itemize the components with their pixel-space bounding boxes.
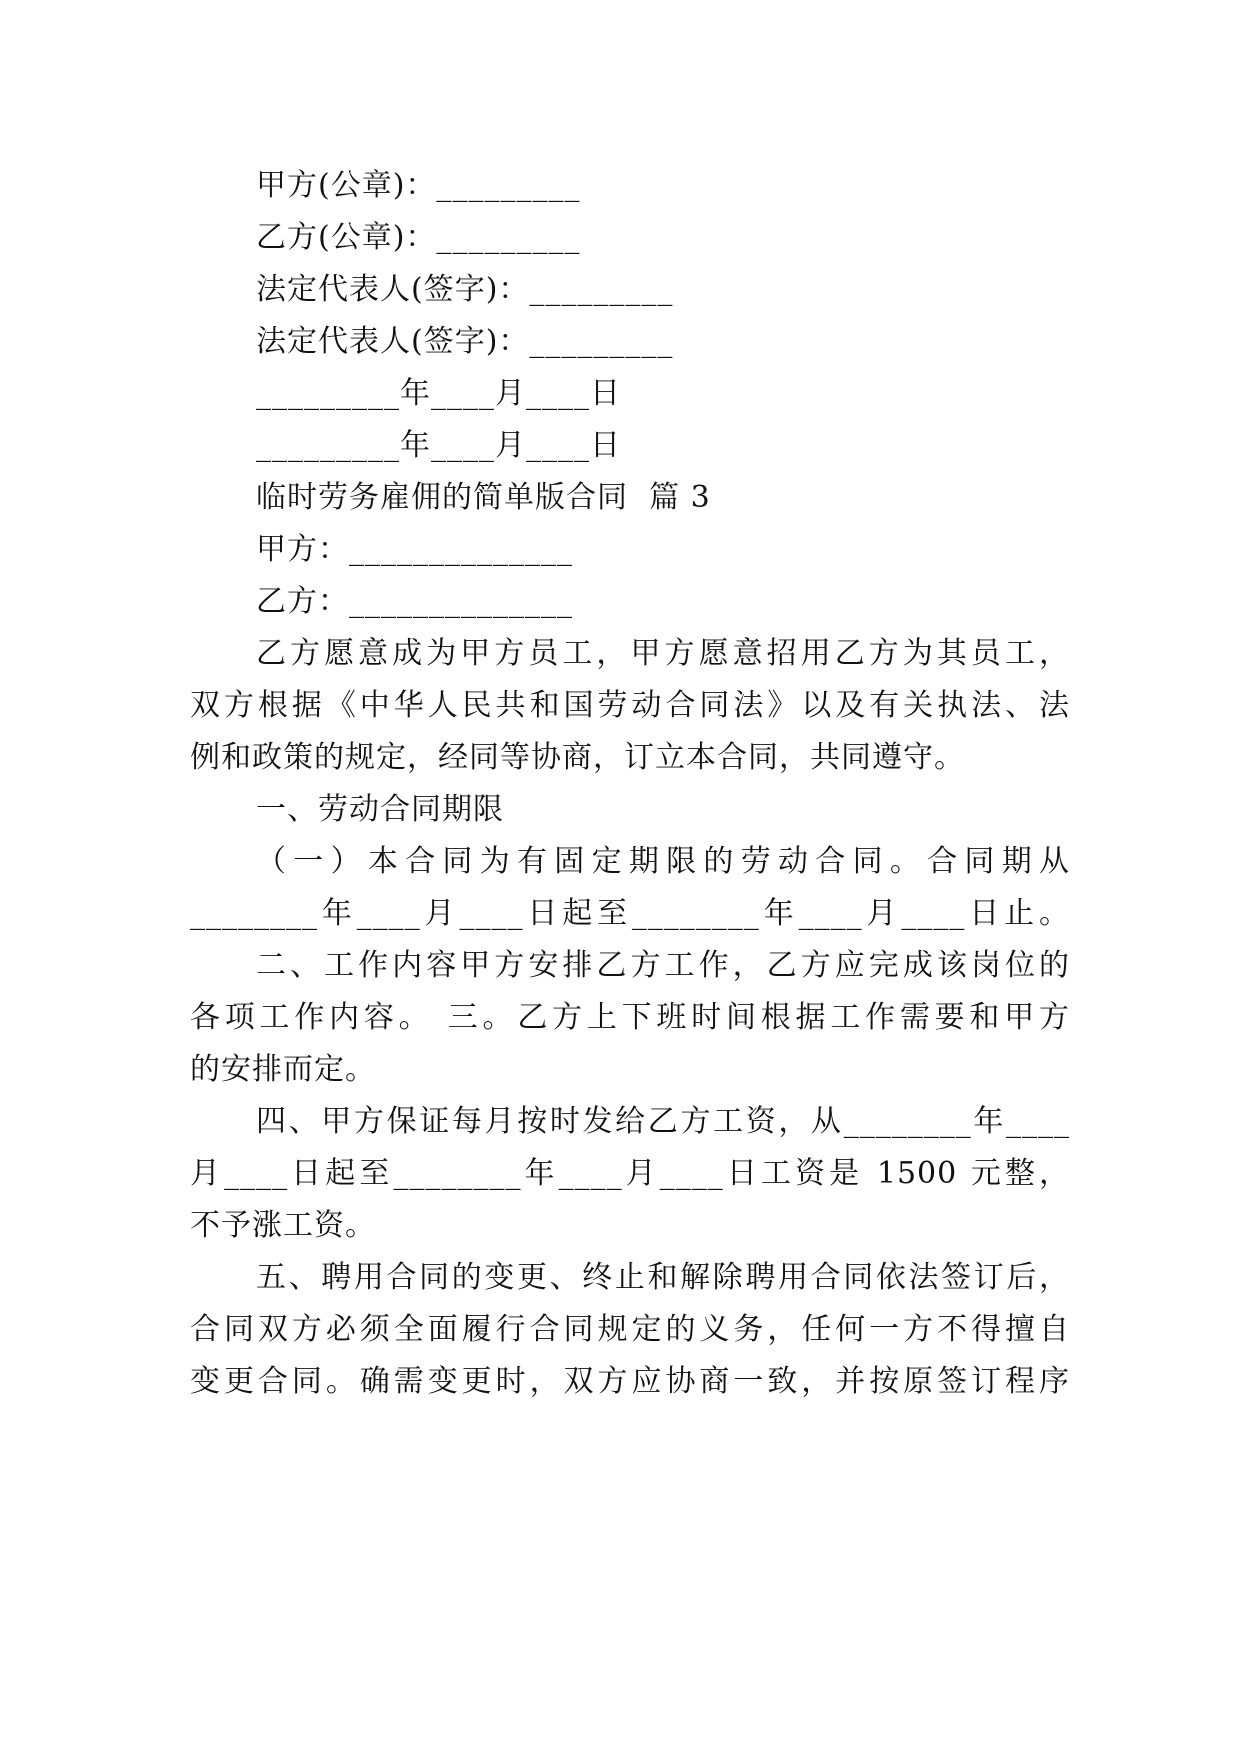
- legal-rep-a-line: 法定代表人(签字)：_________: [256, 272, 674, 307]
- body-line: （一）本合同为有固定期限的劳动合同。合同期从: [256, 844, 1070, 879]
- body-line: 不予涨工资。: [190, 1208, 376, 1243]
- body-line: 合同双方必须全面履行合同规定的义务，任何一方不得擅自: [190, 1312, 1070, 1347]
- date-a-line: _________年____月____日: [256, 376, 621, 411]
- body-line: 例和政策的规定，经同等协商，订立本合同，共同遵守。: [190, 740, 965, 775]
- body-line: 乙方愿意成为甲方员工，甲方愿意招用乙方为其员工，: [256, 636, 1070, 671]
- body-line: 变更合同。确需变更时，双方应协商一致，并按原签订程序: [190, 1364, 1070, 1399]
- body-line: 双方根据《中华人民共和国劳动合同法》以及有关执法、法: [190, 688, 1070, 723]
- body-line: 各项工作内容。 三。乙方上下班时间根据工作需要和甲方: [190, 1000, 1070, 1035]
- section-title: 临时劳务雇佣的简单版合同 篇 3: [256, 480, 711, 515]
- body-line: 四、甲方保证每月按时发给乙方工资，从________年____: [256, 1104, 1070, 1139]
- party-b-line: 乙方：______________: [256, 584, 573, 619]
- body-line: 月____日起至________年____月____日工资是 1500 元整，: [190, 1156, 1070, 1191]
- section-heading: 一、劳动合同期限: [256, 792, 504, 827]
- body-line: 五、聘用合同的变更、终止和解除聘用合同依法签订后，: [256, 1260, 1070, 1295]
- body-line: ________年____月____日起至________年____月____日止。: [190, 896, 1070, 931]
- body-line: 二、工作内容甲方安排乙方工作，乙方应完成该岗位的: [256, 948, 1070, 983]
- date-b-line: _________年____月____日: [256, 428, 621, 463]
- party-a-seal-line: 甲方(公章)：_________: [256, 168, 581, 203]
- body-line: 的安排而定。: [190, 1052, 376, 1087]
- legal-rep-b-line: 法定代表人(签字)：_________: [256, 324, 674, 359]
- party-a-line: 甲方：______________: [256, 532, 573, 567]
- party-b-seal-line: 乙方(公章)：_________: [256, 220, 581, 255]
